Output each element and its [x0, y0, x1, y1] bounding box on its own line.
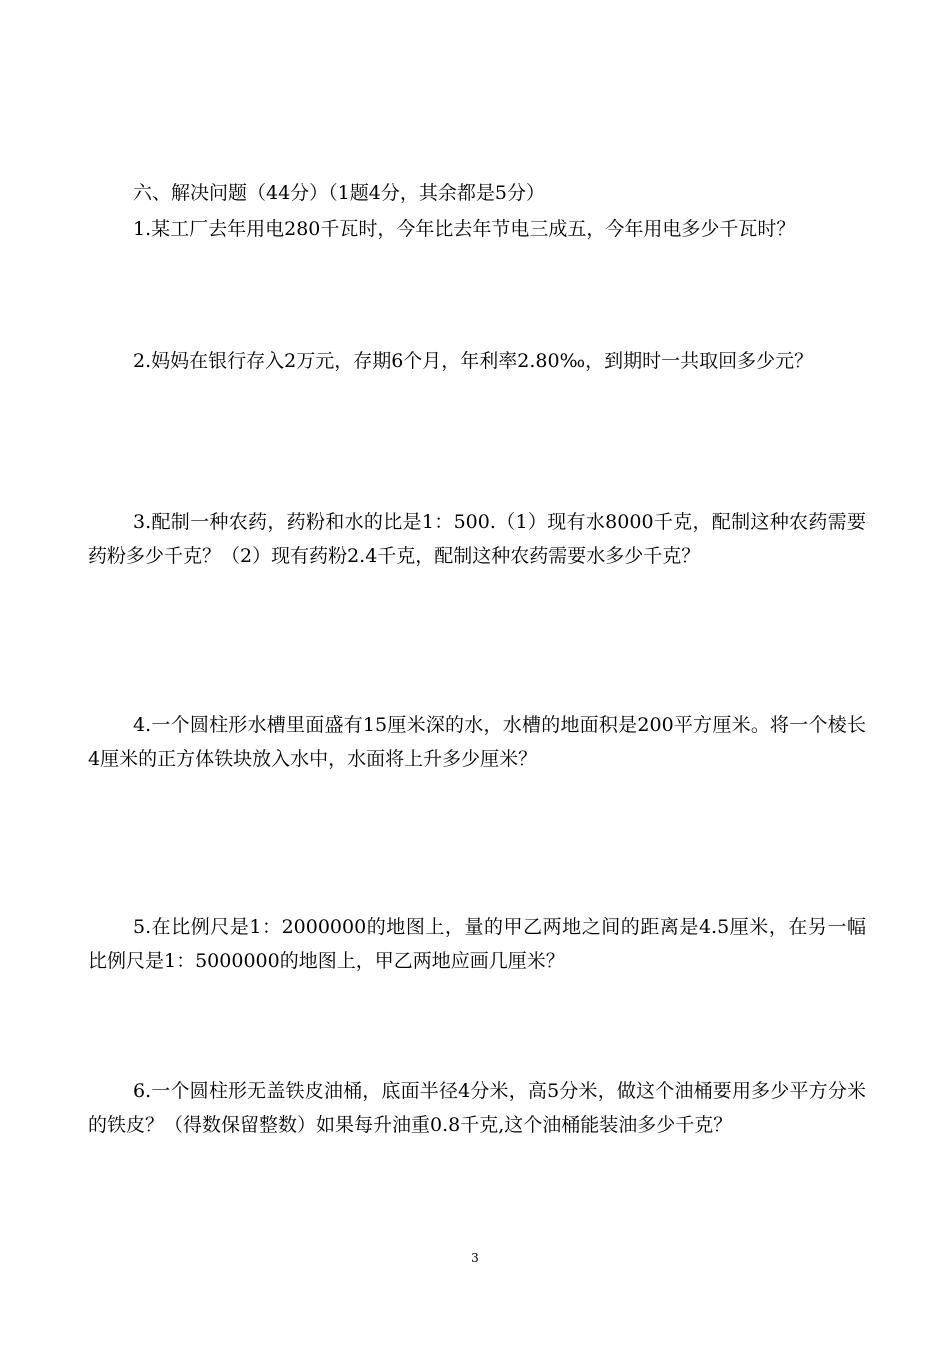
problem-4: 4.一个圆柱形水槽里面盛有15厘米深的水，水槽的地面积是200平方厘米。将一个棱长4厘米的正方体铁块放入水中，水面将上升多少厘米？	[88, 714, 866, 770]
problem-2: 2.妈妈在银行存入2万元，存期6个月，年利率2.80‰，到期时一共取回多少元？	[133, 350, 814, 372]
problem-3: 3.配制一种农药，药粉和水的比是1：500.（1）现有水8000千克，配制这种农药需要药粉多少千克？（2）现有药粉2.4千克，配制这种农药需要水多少千克？	[88, 511, 866, 567]
section-heading: 六、解决问题（44分）（1题4分，其余都是5分）	[133, 182, 545, 204]
problem-5: 5.在比例尺是1：2000000的地图上，量的甲乙两地之间的距离是4.5厘米，在另一幅比例尺是1：5000000的地图上，甲乙两地应画几厘米？	[88, 916, 866, 972]
page-number: 3	[471, 1251, 479, 1265]
problem-1: 1.某工厂去年用电280千瓦时，今年比去年节电三成五，今年用电多少千瓦时？	[133, 218, 796, 240]
problem-6: 6.一个圆柱形无盖铁皮油桶，底面半径4分米，高5分米，做这个油桶要用多少平方分米的铁皮？（得数保留整数）如果每升油重0.8千克,这个油桶能装油多少千克？	[88, 1080, 866, 1136]
